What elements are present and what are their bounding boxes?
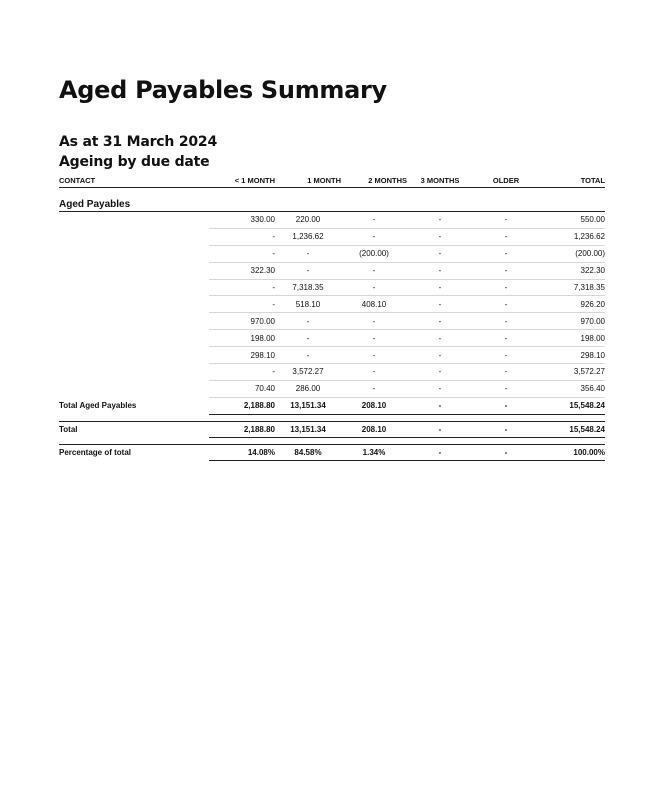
cell-total: 15,548.24 — [539, 397, 605, 414]
table-row[interactable] — [59, 228, 605, 245]
cell-total: 322.30 — [539, 262, 605, 279]
cell-2-months: 208.10 — [341, 421, 407, 437]
cell-total: 15,548.24 — [539, 421, 605, 437]
cell-2-months: - — [341, 228, 407, 245]
cell-contact: Total Aged Payables — [59, 401, 137, 411]
cell-total: 3,572.27 — [539, 364, 605, 381]
cell-2-months: - — [341, 347, 407, 364]
cell-older: - — [473, 228, 539, 245]
cell-3-months: - — [407, 262, 473, 279]
cell-2-months: - — [341, 380, 407, 397]
cell-1-month: 518.10 — [275, 296, 341, 313]
cell-contact — [59, 380, 209, 397]
cell-3-months: - — [407, 444, 473, 460]
report-date: As at 31 March 2024 — [59, 134, 217, 150]
cell-total: 356.40 — [539, 380, 605, 397]
cell-older: - — [473, 380, 539, 397]
cell-1-month: 220.00 — [275, 212, 341, 229]
section-header-row — [59, 188, 605, 212]
cell-total: 926.20 — [539, 296, 605, 313]
percentage-row — [59, 444, 605, 460]
cell-1-month: - — [275, 313, 341, 330]
spacer-cell — [59, 414, 605, 421]
cell-older: - — [473, 347, 539, 364]
cell-2-months: - — [341, 364, 407, 381]
cell-lt-1-month: 330.00 — [209, 212, 275, 229]
table-row[interactable] — [59, 330, 605, 347]
column-header-total[interactable]: TOTAL — [539, 174, 605, 188]
cell-3-months: - — [407, 228, 473, 245]
cell-older: - — [473, 279, 539, 296]
table-row[interactable] — [59, 279, 605, 296]
cell-older: - — [473, 397, 539, 414]
cell-2-months: - — [341, 330, 407, 347]
cell-contact: Percentage of total — [59, 444, 209, 460]
cell-older: - — [473, 296, 539, 313]
table-row[interactable] — [59, 364, 605, 381]
cell-contact — [59, 347, 209, 364]
column-header-3-months[interactable]: 3 MONTHS — [407, 174, 473, 188]
cell-older: - — [473, 262, 539, 279]
cell-3-months: - — [407, 296, 473, 313]
cell-contact — [59, 279, 209, 296]
cell-lt-1-month: 2,188.80 — [209, 397, 275, 414]
table-row[interactable] — [59, 262, 605, 279]
cell-total: 550.00 — [539, 212, 605, 229]
table-header-row — [59, 174, 605, 188]
cell-total: 7,318.35 — [539, 279, 605, 296]
cell-older: - — [473, 421, 539, 437]
column-header-older[interactable]: OLDER — [473, 174, 539, 188]
table-row[interactable] — [59, 245, 605, 262]
cell-lt-1-month: - — [209, 245, 275, 262]
cell-total: 198.00 — [539, 330, 605, 347]
cell-contact — [59, 296, 209, 313]
cell-3-months: - — [407, 397, 473, 414]
cell-1-month: 13,151.34 — [275, 397, 341, 414]
cell-contact — [59, 245, 209, 262]
cell-1-month: - — [275, 245, 341, 262]
cell-contact — [59, 262, 209, 279]
cell-lt-1-month: - — [209, 296, 275, 313]
cell-3-months: - — [407, 245, 473, 262]
cell-lt-1-month: 14.08% — [209, 444, 275, 460]
report-ageing-basis: Ageing by due date — [59, 154, 210, 170]
cell-contact — [59, 330, 209, 347]
cell-older: - — [473, 245, 539, 262]
cell-1-month: 7,318.35 — [275, 279, 341, 296]
column-header-contact[interactable]: CONTACT — [59, 174, 209, 188]
cell-lt-1-month: 322.30 — [209, 262, 275, 279]
cell-1-month: 84.58% — [275, 444, 341, 460]
cell-3-months: - — [407, 347, 473, 364]
cell-2-months: - — [341, 212, 407, 229]
cell-2-months: - — [341, 313, 407, 330]
cell-3-months: - — [407, 330, 473, 347]
cell-older: - — [473, 444, 539, 460]
cell-older: - — [473, 330, 539, 347]
column-header-1-month[interactable]: 1 MONTH — [275, 174, 341, 188]
section-label: Aged Payables — [59, 188, 605, 212]
cell-1-month: - — [275, 347, 341, 364]
cell-3-months: - — [407, 279, 473, 296]
cell-total: (200.00) — [539, 245, 605, 262]
cell-total: 298.10 — [539, 347, 605, 364]
cell-lt-1-month: - — [209, 228, 275, 245]
cell-total: 970.00 — [539, 313, 605, 330]
cell-2-months: (200.00) — [341, 245, 407, 262]
cell-3-months: - — [407, 421, 473, 437]
cell-1-month: 286.00 — [275, 380, 341, 397]
report-title: Aged Payables Summary — [59, 76, 387, 104]
cell-lt-1-month: 2,188.80 — [209, 421, 275, 437]
cell-contact — [59, 313, 209, 330]
cell-1-month: - — [275, 330, 341, 347]
cell-1-month: 13,151.34 — [275, 421, 341, 437]
cell-3-months: - — [407, 364, 473, 381]
cell-lt-1-month: 70.40 — [209, 380, 275, 397]
cell-1-month: 1,236.62 — [275, 228, 341, 245]
cell-lt-1-month: 298.10 — [209, 347, 275, 364]
cell-2-months: - — [341, 279, 407, 296]
section-total-row — [59, 397, 605, 414]
table-row[interactable] — [59, 347, 605, 364]
cell-lt-1-month: - — [209, 364, 275, 381]
cell-3-months: - — [407, 212, 473, 229]
grand-total-row — [59, 421, 605, 437]
cell-older: - — [473, 313, 539, 330]
table-row[interactable] — [59, 313, 605, 330]
cell-2-months: 1.34% — [341, 444, 407, 460]
cell-lt-1-month: 970.00 — [209, 313, 275, 330]
cell-2-months: 208.10 — [341, 397, 407, 414]
column-header-lt-1-month[interactable]: < 1 MONTH — [209, 174, 275, 188]
cell-2-months: - — [341, 262, 407, 279]
cell-contact — [59, 212, 209, 229]
table-row[interactable] — [59, 212, 605, 229]
table-row[interactable] — [59, 380, 605, 397]
cell-1-month: 3,572.27 — [275, 364, 341, 381]
spacer-row — [59, 414, 605, 421]
aged-payables-table — [59, 174, 605, 461]
cell-older: - — [473, 212, 539, 229]
cell-1-month: - — [275, 262, 341, 279]
cell-total: 1,236.62 — [539, 228, 605, 245]
cell-3-months: - — [407, 313, 473, 330]
cell-3-months: - — [407, 380, 473, 397]
cell-contact: Total — [59, 421, 209, 437]
cell-total: 100.00% — [539, 444, 605, 460]
column-header-2-months[interactable]: 2 MONTHS — [341, 174, 407, 188]
cell-contact — [59, 364, 209, 381]
table-row[interactable] — [59, 296, 605, 313]
cell-older: - — [473, 364, 539, 381]
cell-lt-1-month: - — [209, 279, 275, 296]
spacer-row — [59, 437, 605, 444]
cell-2-months: 408.10 — [341, 296, 407, 313]
spacer-cell — [59, 437, 605, 444]
cell-contact — [59, 228, 209, 245]
cell-lt-1-month: 198.00 — [209, 330, 275, 347]
